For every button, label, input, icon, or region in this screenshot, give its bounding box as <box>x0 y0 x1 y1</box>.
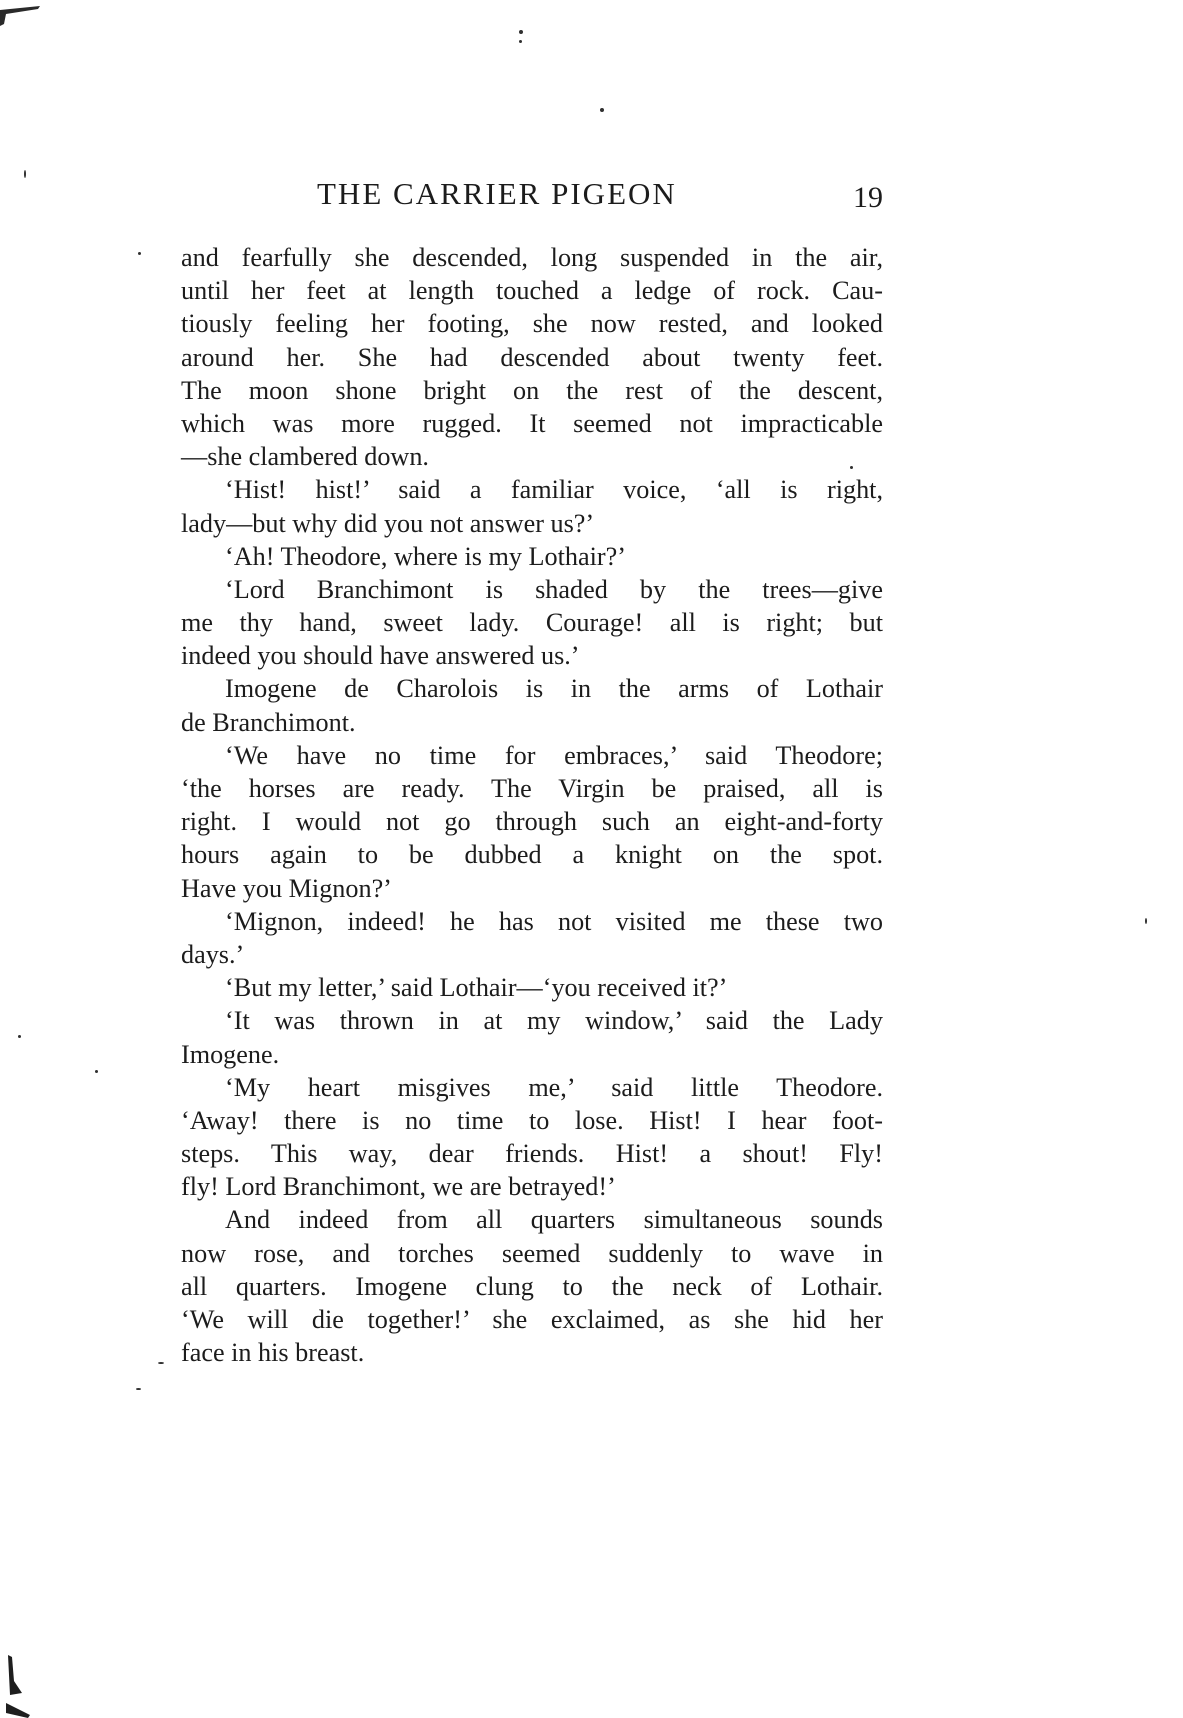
text-line: now rose, and torches seemed suddenly to wave in <box>181 1238 883 1268</box>
text-line: around her. She had descended about twenty feet. <box>181 342 883 372</box>
text-line: until her feet at length touched a ledge of rock. Cau- <box>181 276 883 306</box>
scan-speck <box>850 466 853 469</box>
text-line: hours again to be dubbed a knight on the spot. <box>181 840 883 870</box>
text-line: all quarters. Imogene clung to the neck of Lothair. <box>181 1271 883 1301</box>
scan-corner-mark <box>0 6 42 26</box>
text-line: fly! Lord Branchimont, we are betrayed!’ <box>181 1172 616 1202</box>
scan-speck <box>18 1035 21 1038</box>
scan-margin-mark <box>0 1655 36 1718</box>
text-line: de Branchimont. <box>181 707 356 737</box>
running-head <box>180 174 883 214</box>
text-line: ‘My heart misgives me,’ said little Theodore. <box>225 1072 883 1102</box>
body-text <box>181 241 883 1369</box>
scan-speck <box>519 40 522 43</box>
text-line: ‘Hist! hist!’ said a familiar voice, ‘all is right, <box>225 475 883 505</box>
text-line: tiously feeling her footing, she now rested, and looked <box>181 309 883 339</box>
scan-speck <box>95 1070 98 1073</box>
text-line: days.’ <box>181 939 245 969</box>
text-line: and fearfully she descended, long suspended in the air, <box>181 243 883 272</box>
text-line: ‘Mignon, indeed! he has not visited me these two <box>225 906 883 936</box>
text-line: lady—but why did you not answer us?’ <box>181 508 595 538</box>
text-line: Imogene. <box>181 1039 280 1069</box>
text-line: ‘We will die together!’ she exclaimed, as she hid her <box>181 1305 883 1334</box>
scan-speck <box>1145 918 1147 924</box>
scan-speck <box>519 30 523 34</box>
page-number: 19 <box>853 181 883 214</box>
text-line: which was more rugged. It seemed not impracticable <box>181 408 883 438</box>
text-line: me thy hand, sweet lady. Courage! all is right; but <box>181 608 883 638</box>
running-title: THE CARRIER PIGEON <box>317 176 677 211</box>
text-line: Have you Mignon?’ <box>181 873 392 903</box>
text-line: ‘But my letter,’ said Lothair—‘you received it?’ <box>225 973 728 1003</box>
text-line: —she clambered down. <box>181 442 429 472</box>
text-line: steps. This way, dear friends. Hist! a shout! Fly! <box>181 1139 883 1169</box>
text-line: ‘Ah! Theodore, where is my Lothair?’ <box>225 541 626 571</box>
text-line: face in his breast. <box>181 1338 365 1368</box>
scan-speck <box>136 1388 141 1390</box>
scan-speck <box>600 108 604 112</box>
text-line: ‘It was thrown in at my window,’ said the Lady <box>225 1006 883 1036</box>
text-line: ‘Lord Branchimont is shaded by the trees—give <box>225 574 883 604</box>
scan-speck <box>24 170 26 178</box>
text-line: Imogene de Charolois is in the arms of Lothair <box>225 674 883 704</box>
text-line: right. I would not go through such an eight-and-forty <box>181 807 883 837</box>
text-line: indeed you should have answered us.’ <box>181 641 580 671</box>
text-line: ‘Away! there is no time to lose. Hist! I hear foot- <box>181 1105 883 1135</box>
scan-speck <box>138 252 141 255</box>
text-line: ‘We have no time for embraces,’ said Theodore; <box>225 740 883 770</box>
text-line: And indeed from all quarters simultaneous sounds <box>225 1205 883 1235</box>
text-line: ‘the horses are ready. The Virgin be praised, all is <box>181 774 883 803</box>
text-line: The moon shone bright on the rest of the descent, <box>181 375 883 405</box>
scan-speck <box>158 1362 164 1364</box>
